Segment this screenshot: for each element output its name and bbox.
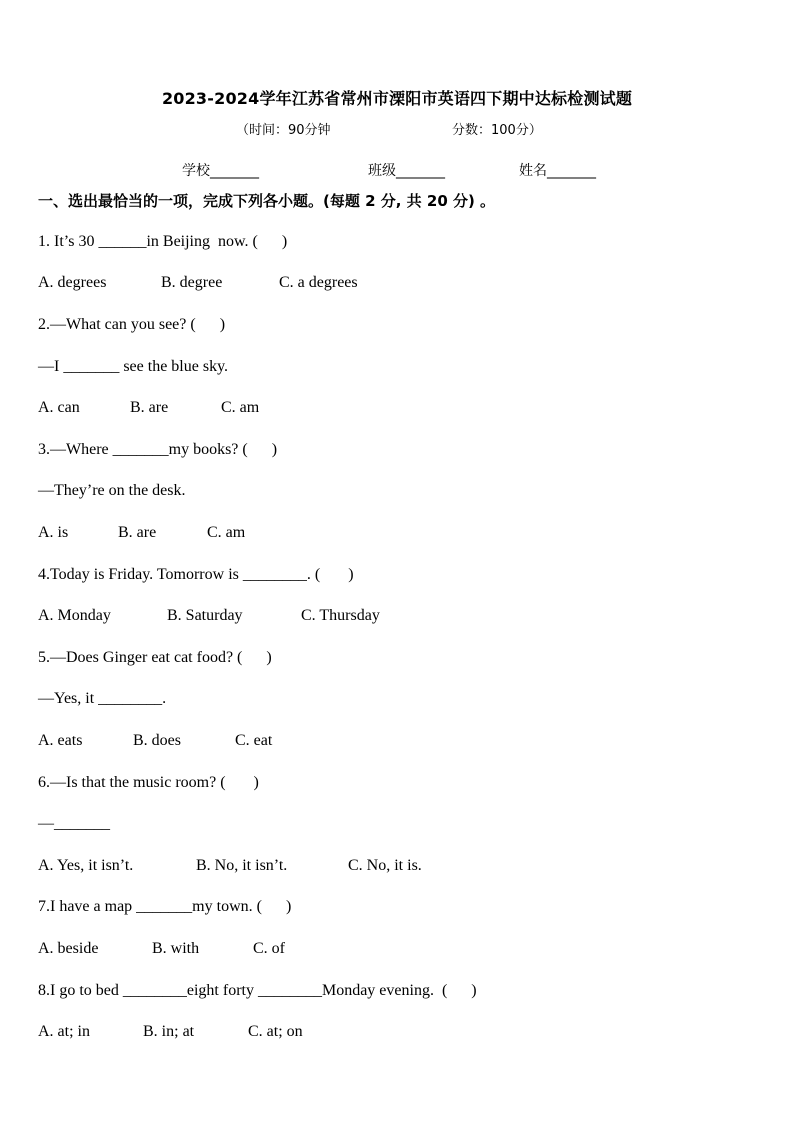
option-3c: C. am [207, 524, 246, 541]
option-4a: A. Monday [38, 607, 111, 624]
option-5b: B. does [133, 732, 181, 749]
option-5c: C. eat [235, 732, 273, 749]
class-field: 班级_______ [368, 163, 445, 179]
option-6b: B. No, it isn’t. [196, 857, 288, 874]
section-heading: 一、选出最恰当的一项，完成下列各小题。(每题 2 分, 共 20 分) 。 [38, 192, 496, 210]
question-5: 5.—Does Ginger eat cat food? ( ) [38, 649, 272, 666]
question-4: 4.Today is Friday. Tomorrow is ________. ( ) [38, 566, 354, 583]
option-2b: B. are [130, 399, 169, 416]
question-6-answer-line: —_______ [38, 815, 110, 832]
option-6c: C. No, it is. [348, 857, 422, 874]
question-2-answer-line: —I _______ see the blue sky. [38, 358, 229, 375]
option-7a: A. beside [38, 940, 99, 957]
option-7b: B. with [152, 940, 200, 957]
exam-time: （时间：90分钟 [236, 123, 331, 138]
option-8b: B. in; at [143, 1023, 195, 1040]
option-5a: A. eats [38, 732, 83, 749]
option-3a: A. is [38, 524, 69, 541]
option-6a: A. Yes, it isn’t. [38, 857, 134, 874]
question-5-answer-line: —Yes, it ________. [38, 690, 167, 707]
option-2c: C. am [221, 399, 260, 416]
school-field: 学校_______ [182, 163, 259, 179]
option-7c: C. of [253, 940, 285, 957]
name-field: 姓名_______ [519, 163, 596, 179]
question-8: 8.I go to bed ________eight forty ________Monday evening. ( ) [38, 982, 477, 999]
option-4c: C. Thursday [301, 607, 380, 624]
exam-score: 分数：100分） [452, 123, 542, 138]
question-1: 1. It’s 30 ______in Beijing now. ( ) [38, 233, 288, 250]
option-1a: A. degrees [38, 274, 107, 291]
option-2a: A. can [38, 399, 80, 416]
question-3: 3.—Where _______my books? ( ) [38, 441, 278, 458]
exam-title: 2023-2024学年江苏省常州市溧阳市英语四下期中达标检测试题 [161, 89, 633, 108]
question-2: 2.—What can you see? ( ) [38, 316, 226, 333]
option-1b: B. degree [161, 274, 223, 291]
option-3b: B. are [118, 524, 157, 541]
option-4b: B. Saturday [167, 607, 243, 624]
question-3-answer-line: —They’re on the desk. [38, 482, 186, 499]
option-8c: C. at; on [248, 1023, 303, 1040]
question-6: 6.—Is that the music room? ( ) [38, 774, 259, 791]
question-7: 7.I have a map _______my town. ( ) [38, 898, 292, 915]
option-8a: A. at; in [38, 1023, 90, 1040]
option-1c: C. a degrees [279, 274, 358, 291]
